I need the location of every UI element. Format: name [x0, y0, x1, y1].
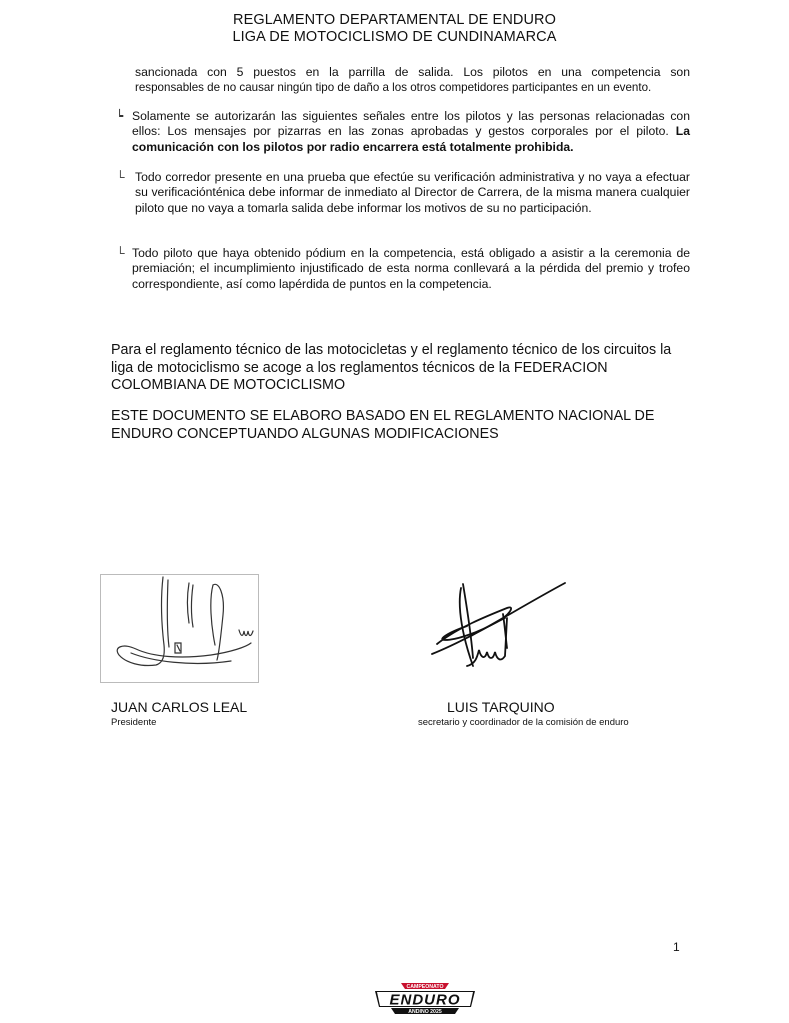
rule-item-2	[135, 170, 690, 216]
closing-paragraph: ESTE DOCUMENTO SE ELABORO BASADO EN EL REGLAMENTO NACIONAL DE ENDURO CONCEPTUANDO ALGUNAS MODIFICACIONES	[111, 408, 655, 442]
continuation-line-1: sancionada con 5 puestos en la parrilla de salida. Los pilotos en una competencia son	[135, 65, 690, 79]
rule-text-2: Todo corredor presente en una prueba que efectúe su verificación administrativa y no vaya a efectuar su verificaciónténica debe informar de inmediato al Director de Carrera, de la misma manera cualquier piloto que no vaya a tomarla salida debe informar los motivos de su no participación.	[135, 170, 690, 215]
enduro-logo-graphic	[371, 977, 479, 1017]
signature-secretary-drawing	[427, 578, 569, 678]
signature-president-drawing	[101, 575, 258, 682]
signature-president	[100, 574, 259, 683]
signature-secretary	[427, 578, 569, 678]
document-header	[0, 12, 789, 46]
page-number: 1	[673, 940, 680, 954]
continuation-text	[135, 65, 690, 96]
rule-bullet-3: └	[116, 246, 125, 260]
rule-bold-1: La comunicación con los pilotos por radio encarrera está totalmente prohibida.	[132, 124, 690, 154]
signatory-name-secretary: LUIS TARQUINO	[447, 699, 555, 715]
rule-text-1: Solamente se autorizarán las siguientes señales entre los pilotos y las personas relacionadas con ellos: Los mensajes por pizarras en las zonas aprobadas y gestos corporales por el piloto.	[132, 109, 690, 139]
header-title: REGLAMENTO DEPARTAMENTAL DE ENDURO	[233, 12, 556, 28]
header-subtitle: LIGA DE MOTOCICLISMO DE CUNDINAMARCA	[232, 29, 557, 45]
signatory-role-president: Presidente	[111, 717, 157, 728]
rule-text-3: Todo piloto que haya obtenido pódium en la competencia, está obligado a asistir a la ceremonia de premiación; el incumplimiento injustificado de esta norma conllevará a la pérdida del premio y trofeo correspondiente, así como lapérdida de puntos en la competencia.	[132, 246, 690, 291]
logo-top-text: CAMPEONATO	[406, 984, 444, 990]
signatory-role-secretary: secretario y coordinador de la comisión de enduro	[418, 717, 629, 728]
rule-item-1	[132, 109, 690, 155]
rule-bullet-1: ┕	[116, 109, 124, 123]
rule-item-3	[132, 246, 690, 292]
technical-paragraph: Para el reglamento técnico de las motocicletas y el reglamento técnico de los circuitos la liga de motociclismo se acoge a los reglamentos técnicos de la FEDERACION COLOMBIANA DE MOTOCICLISMO	[111, 342, 672, 393]
logo-bottom-text: ANDINO 2025	[408, 1009, 442, 1015]
signatory-name-president: JUAN CARLOS LEAL	[111, 699, 248, 715]
enduro-logo	[371, 977, 479, 1017]
logo-main-text: ENDURO	[389, 991, 461, 1009]
rule-bullet-2: └	[116, 170, 125, 184]
continuation-line-2: responsables de no causar ningún tipo de daño a los otros competidores participantes en un evento.	[135, 81, 652, 95]
